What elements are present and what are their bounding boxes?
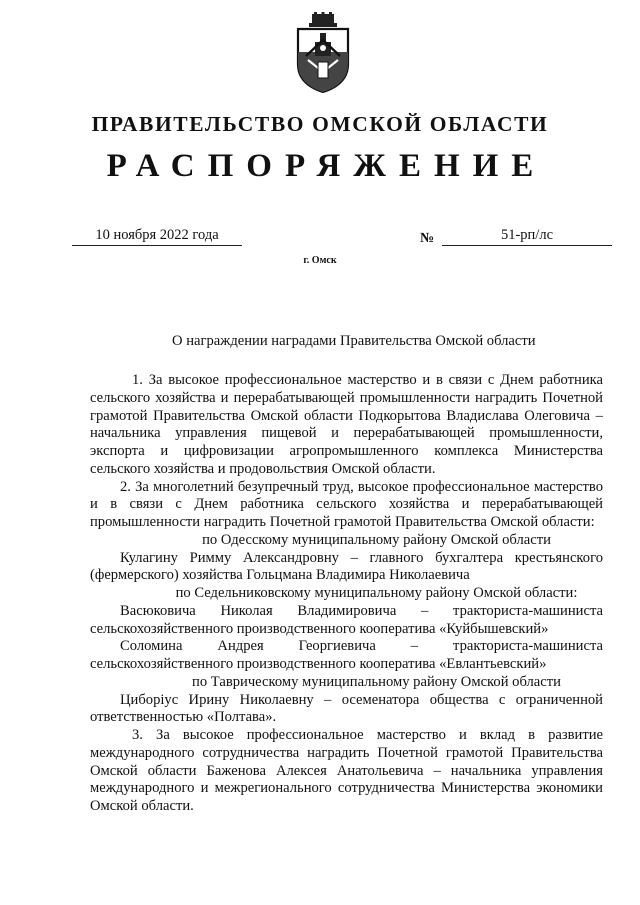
document-number: 51-рп/лс — [442, 227, 612, 246]
paragraph-2: 2. За многолетний безупречный труд, высокое профессиональное мастерство и в связи с Днем работника сельского хозяйства и перерабатывающей промышленности наградить Почетной грамотой Правительства Омской области: — [90, 478, 603, 530]
number-sign: № — [420, 231, 435, 246]
document-subject: О награждении наградами Правительства Омской области — [172, 333, 536, 349]
awardee-vasyukovich: Васюковича Николая Владимировича – тракториста-машиниста сельскохозяйственного производственного кооператива «Куйбышевский» — [90, 602, 603, 637]
coat-of-arms-icon — [292, 12, 354, 94]
document-city: г. Омск — [303, 255, 337, 266]
document-type-title: РАСПОРЯЖЕНИЕ — [106, 148, 547, 184]
paragraph-3: 3. За высокое профессиональное мастерство и вклад в развитие международного сотрудничества наградить Почетной грамотой Правительства Омской области Баженова Алексея Анатольевича – начальника управления международного и межрегионального сотрудничества Министерства экономики Омской области. — [90, 727, 603, 814]
district-tavrichesky: по Таврическому муниципальному району Омской области — [192, 673, 561, 690]
awardee-kulagina: Кулагину Римму Александровну – главного бухгалтера крестьянского (фермерского) хозяйства Гольцмана Владимира Николаевича — [90, 549, 603, 584]
document-body — [90, 372, 603, 816]
government-title: ПРАВИТЕЛЬСТВО ОМСКОЙ ОБЛАСТИ — [91, 112, 549, 136]
awardee-solomin: Соломина Андрея Георгиевича – тракториста-машиниста сельскохозяйственного производственного кооператива «Евлантьевский» — [90, 638, 603, 672]
district-sedelnikovsky: по Седельниковскому муниципальному району Омской области: — [175, 585, 578, 601]
awardee-tsiborius: Циборiус Ирину Николаевну – осеменатора общества с ограниченной ответственностью «Полтава». — [90, 691, 603, 726]
district-odessky: по Одесскому муниципальному району Омской области — [202, 531, 551, 548]
document-date: 10 ноября 2022 года — [72, 227, 242, 246]
paragraph-1: 1. За высокое профессиональное мастерство и в связи с Днем работника сельского хозяйства и перерабатывающей промышленности наградить Почетной грамотой Правительства Омской области Подкорытова Владислава Олеговича – начальника управления пищевой и перерабатывающей промышленности, экспорта и цифровизации агропромышленного комплекса Министерства сельского хозяйства и продовольствия Омской области. — [90, 372, 603, 477]
